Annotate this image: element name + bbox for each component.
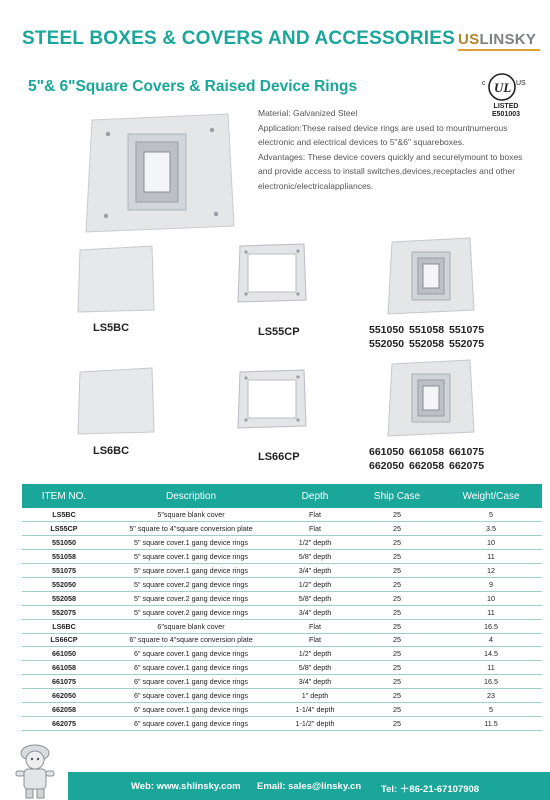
cell-item-no: 661075 xyxy=(52,677,76,687)
application-text: Application:These raised device rings are used to mountnumerous electronic and electrical devices to 5"&6" squareboxes. xyxy=(258,122,508,147)
cell-description: 6" square to 4"square conversion plate xyxy=(129,635,253,645)
cell-description: 6" square cover.1 gang device rings xyxy=(133,663,249,673)
cell-depth: 1/2" depth xyxy=(298,649,332,659)
code-551058: 551058 xyxy=(409,324,445,336)
cell-depth: Flat xyxy=(309,635,321,645)
cell-description: 6" square cover.1 gang device rings xyxy=(133,649,249,659)
cell-description: 5" square cover.2 gang device rings xyxy=(133,593,249,603)
cell-item-no: 662050 xyxy=(52,691,76,701)
footer-tel: Tel: ＋86-21-67107908 xyxy=(381,784,480,795)
page-title: STEEL BOXES & COVERS AND ACCESSORIES xyxy=(22,28,456,49)
cell-depth: Flat xyxy=(309,621,321,631)
cell-item-no: 551075 xyxy=(52,566,76,575)
cell-weight-case: 16.5 xyxy=(484,621,498,631)
spec-table xyxy=(22,484,542,731)
cell-ship-case: 25 xyxy=(393,649,401,659)
table-row xyxy=(22,577,542,591)
table-row xyxy=(22,522,542,536)
cell-depth: Flat xyxy=(309,510,321,520)
code-551050: 551050 xyxy=(369,324,405,336)
cell-weight-case: 12 xyxy=(487,566,495,575)
footer-email: Email: sales@linsky.cn xyxy=(257,781,362,792)
product-description xyxy=(258,106,538,193)
cell-depth: 5/8" depth xyxy=(298,593,332,603)
code-662075: 662075 xyxy=(449,460,485,472)
col-depth: Depth xyxy=(301,490,329,502)
ls55cp-image xyxy=(236,242,308,304)
cell-depth: 1-1/2" depth xyxy=(295,718,335,728)
cell-description: 5" square cover.1 gang device rings xyxy=(133,552,249,562)
worker-mascot-icon xyxy=(4,740,66,800)
ls5bc-image xyxy=(76,244,156,314)
brand-us: US xyxy=(458,31,480,48)
table-row xyxy=(22,675,542,689)
cell-description: 6" square cover.1 gang device rings xyxy=(133,691,249,701)
cell-item-no: 662058 xyxy=(52,704,76,714)
section-subtitle: 5"& 6"Square Covers & Raised Device Rings xyxy=(28,78,358,95)
code-662058: 662058 xyxy=(409,460,445,472)
cell-weight-case: 16.5 xyxy=(484,677,498,687)
cell-ship-case: 25 xyxy=(393,663,401,673)
cell-item-no: 551058 xyxy=(52,552,76,562)
cell-ship-case: 25 xyxy=(393,607,401,617)
table-row xyxy=(22,716,542,730)
table-row xyxy=(22,647,542,661)
ls66cp-label: LS66CP xyxy=(258,451,300,463)
cell-item-no: 661058 xyxy=(52,663,76,673)
code-661058: 661058 xyxy=(409,446,445,458)
ls5bc-label: LS5BC xyxy=(93,322,130,334)
code-662050: 662050 xyxy=(369,460,405,472)
cell-ship-case: 25 xyxy=(393,552,401,562)
table-row xyxy=(22,508,542,522)
table-row xyxy=(22,661,542,675)
ls6bc-image xyxy=(76,366,156,436)
cell-ship-case: 25 xyxy=(393,510,401,520)
ring-6-codes xyxy=(369,445,489,473)
cell-description: 5" square to 4"square conversion plate xyxy=(129,524,253,534)
cell-depth: 5/8" depth xyxy=(298,552,332,562)
material-text: Material: Galvanized Steel xyxy=(258,108,358,118)
ring-6-image xyxy=(386,358,476,438)
cell-description: 5" square cover.2 gang device rings xyxy=(133,579,249,589)
col-description: Description xyxy=(165,490,217,502)
cell-ship-case: 25 xyxy=(393,524,401,534)
cell-item-no: 662075 xyxy=(52,718,76,728)
cell-description: 6" square cover.1 gang device rings xyxy=(133,718,249,728)
ul-c-text: c xyxy=(482,80,486,87)
cell-item-no: LS6BC xyxy=(52,621,76,631)
cell-depth: 1/2" depth xyxy=(298,538,332,548)
cell-item-no: LS5BC xyxy=(52,510,76,520)
table-row xyxy=(22,702,542,716)
cell-description: 5" square cover.1 gang device rings xyxy=(133,538,249,548)
cell-depth: 5/8" depth xyxy=(298,663,332,673)
cell-ship-case: 25 xyxy=(393,579,401,589)
code-552050: 552050 xyxy=(369,338,405,350)
cell-weight-case: 11 xyxy=(487,663,495,673)
cell-ship-case: 25 xyxy=(393,677,401,687)
cell-weight-case: 23 xyxy=(487,691,495,701)
cell-depth: 3/4" depth xyxy=(298,566,332,575)
ul-mark-text: UL xyxy=(494,80,512,95)
cell-weight-case: 5 xyxy=(489,704,493,714)
cell-item-no: 552075 xyxy=(52,607,76,617)
cell-ship-case: 25 xyxy=(393,566,401,575)
table-row xyxy=(22,591,542,605)
ls55cp-label: LS55CP xyxy=(258,326,300,338)
cell-ship-case: 25 xyxy=(393,635,401,645)
cell-ship-case: 25 xyxy=(393,691,401,701)
cell-weight-case: 4 xyxy=(489,635,493,645)
ul-code-text: E501003 xyxy=(491,111,521,118)
cell-description: 6"square blank cover xyxy=(157,621,225,631)
ul-us-text: US xyxy=(516,80,526,87)
brand-logo xyxy=(458,31,536,48)
table-header-row xyxy=(22,484,542,508)
code-551075: 551075 xyxy=(449,324,485,336)
cell-weight-case: 5 xyxy=(489,510,493,520)
col-item-no: ITEM NO. xyxy=(41,490,87,502)
cell-item-no: LS55CP xyxy=(50,524,78,534)
table-row xyxy=(22,689,542,703)
code-552075: 552075 xyxy=(449,338,485,350)
code-552058: 552058 xyxy=(409,338,445,350)
contact-footer xyxy=(68,772,550,800)
cell-weight-case: 14.5 xyxy=(484,649,498,659)
table-row xyxy=(22,536,542,550)
cell-depth: 3/4" depth xyxy=(298,677,332,687)
cell-description: 6" square cover.1 gang device rings xyxy=(133,677,249,687)
cell-weight-case: 10 xyxy=(487,593,495,603)
cell-ship-case: 25 xyxy=(393,538,401,548)
spec-table-body xyxy=(22,508,542,730)
ring-5-image xyxy=(386,236,476,316)
col-ship-case: Ship Case xyxy=(373,490,421,502)
cell-weight-case: 11 xyxy=(487,552,495,562)
table-row xyxy=(22,605,542,619)
brand-underline xyxy=(458,49,540,51)
cell-description: 5" square cover.2 gang device rings xyxy=(133,607,249,617)
cell-depth: 3/4" depth xyxy=(298,607,332,617)
cell-depth: Flat xyxy=(309,524,321,534)
cell-item-no: LS66CP xyxy=(50,635,78,645)
cell-item-no: 552050 xyxy=(52,579,76,589)
ls66cp-image xyxy=(236,368,308,430)
footer-web: Web: www.shlinsky.com xyxy=(131,781,241,792)
ring-5-codes xyxy=(369,323,489,351)
ls6bc-label: LS6BC xyxy=(93,445,130,457)
cell-item-no: 551050 xyxy=(52,538,76,548)
table-row xyxy=(22,550,542,564)
cell-ship-case: 25 xyxy=(393,718,401,728)
cell-weight-case: 11 xyxy=(487,607,495,617)
cell-description: 5"square blank cover xyxy=(157,510,225,520)
cell-depth: 1/2" depth xyxy=(298,579,332,589)
cell-depth: 1-1/4" depth xyxy=(295,704,335,714)
cell-ship-case: 25 xyxy=(393,621,401,631)
cell-description: 6" square cover.1 gang device rings xyxy=(133,704,249,714)
col-weight-case: Weight/Case xyxy=(462,490,520,502)
cell-description: 5" square cover.1 gang device rings xyxy=(133,566,249,575)
advantages-text: Advantages: These device covers quickly and securelymount to boxes and provide access to install switches,devices,receptacles and other electronic/electricalappliances. xyxy=(258,151,523,191)
code-661075: 661075 xyxy=(449,446,485,458)
code-661050: 661050 xyxy=(369,446,405,458)
cell-depth: 1" depth xyxy=(301,691,329,701)
cell-item-no: 552058 xyxy=(52,593,76,603)
cell-weight-case: 11.5 xyxy=(484,718,498,728)
cell-weight-case: 9 xyxy=(489,579,493,589)
cell-ship-case: 25 xyxy=(393,593,401,603)
cell-item-no: 661050 xyxy=(52,649,76,659)
table-row xyxy=(22,619,542,633)
cell-weight-case: 3.5 xyxy=(486,524,496,534)
cell-weight-case: 10 xyxy=(487,538,495,548)
table-row xyxy=(22,633,542,647)
cell-ship-case: 25 xyxy=(393,704,401,714)
ul-listed-text: LISTED xyxy=(493,103,519,110)
table-row xyxy=(22,564,542,578)
hero-product-image xyxy=(78,110,240,236)
brand-rest: LINSKY xyxy=(479,31,537,48)
